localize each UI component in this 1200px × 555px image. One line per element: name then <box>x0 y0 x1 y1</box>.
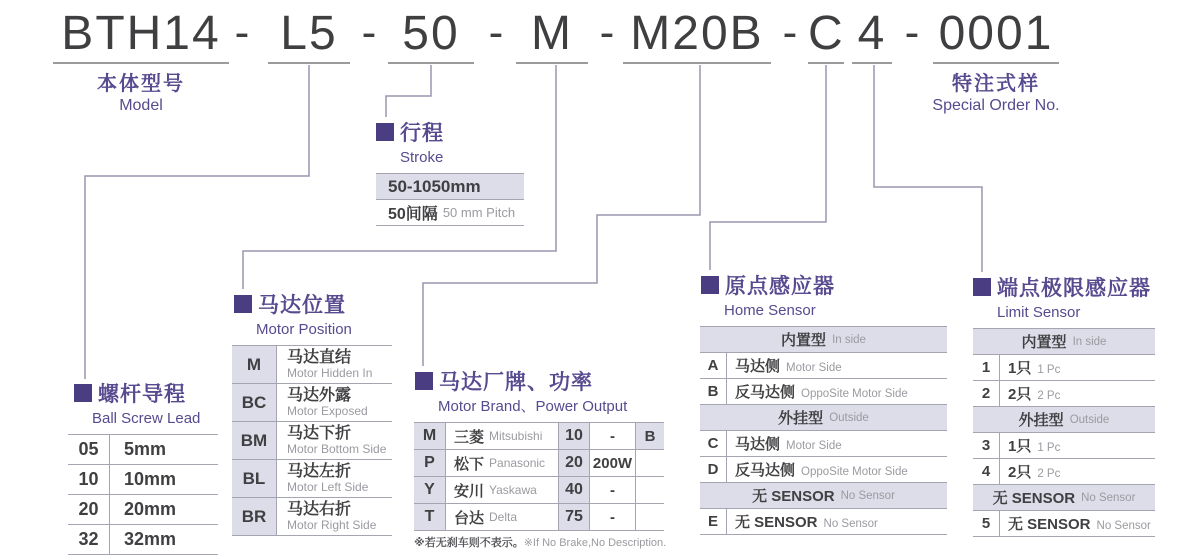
motor-brand-name-en: Mitsubishi <box>489 429 543 443</box>
motor-brand-name-cn: 三菱 <box>454 428 485 446</box>
connector-c-to-home-sensor <box>710 65 826 270</box>
limit-sensor-table <box>973 328 1155 537</box>
limit-sensor-desc <box>1000 357 1060 378</box>
home-sensor-desc-cn: 无 SENSOR <box>735 514 818 531</box>
brake-note-en: ※If No Brake,No Description. <box>523 537 667 549</box>
limit-sensor-desc <box>1000 461 1060 482</box>
motor-position-desc-cn: 马达右折 <box>287 501 352 518</box>
motor-brand-name-en: Panasonic <box>489 456 546 470</box>
limit-sensor-code: 4 <box>973 459 1000 484</box>
section-bullet-icon <box>234 295 252 313</box>
limit-sensor-title-cn: 端点极限感应器 <box>997 277 1151 300</box>
group-header-cn: 内置型 <box>1021 334 1067 351</box>
group-header-en: In side <box>832 333 866 346</box>
motor-position-row <box>232 422 392 460</box>
motor-position-title-cn: 马达位置 <box>258 294 346 317</box>
motor-position-table <box>232 345 392 536</box>
brake-note-cn: ※若无刹车则不表示。 <box>414 537 524 549</box>
home-sensor-desc-en: OppoSite Motor Side <box>801 466 908 478</box>
motor-position-desc-en: Motor Bottom Side <box>287 442 387 456</box>
model-label <box>53 72 229 116</box>
motor-position-row <box>232 384 392 422</box>
model-separator: - <box>782 8 798 57</box>
motor-brand-name <box>446 504 559 530</box>
home-sensor-row <box>700 353 947 379</box>
model-segment-limit-sensor: 4 <box>852 6 892 64</box>
limit-sensor-desc-en: 1 Pc <box>1037 364 1061 376</box>
power-code: 20 <box>559 450 590 476</box>
motor-brand-code: M <box>414 423 446 449</box>
lead-value: 32mm <box>124 529 177 549</box>
motor-brand-name <box>446 450 559 476</box>
motor-position-desc <box>277 463 368 494</box>
power-value: 200W <box>590 450 636 476</box>
brake-code: B <box>636 423 664 449</box>
lead-value: 20mm <box>124 499 177 519</box>
group-header-en: Outside <box>829 411 869 424</box>
limit-sensor-code: 5 <box>973 511 1000 536</box>
power-code: 75 <box>559 504 590 530</box>
limit-sensor-group-header <box>973 485 1155 511</box>
motor-position-desc <box>277 501 376 532</box>
model-segment-special-order: 0001 <box>933 6 1059 64</box>
limit-sensor-row <box>973 459 1155 485</box>
lead-code: 32 <box>68 525 110 554</box>
power-value: - <box>590 504 636 530</box>
section-bullet-icon <box>376 123 394 141</box>
group-header-en: In side <box>1072 335 1107 348</box>
special-order-label <box>903 72 1089 116</box>
lead-code: 20 <box>68 495 110 524</box>
home-sensor-code: A <box>700 353 727 378</box>
motor-brand-row <box>414 423 664 450</box>
section-stroke <box>376 117 524 226</box>
limit-sensor-desc-cn: 2只 <box>1008 464 1032 481</box>
home-sensor-desc-cn: 马达侧 <box>735 358 781 375</box>
motor-brand-title-en: Motor Brand、Power Output <box>438 398 628 415</box>
model-label-en: Model <box>119 97 163 114</box>
motor-position-row <box>232 498 392 536</box>
power-code: 10 <box>559 423 590 449</box>
motor-position-desc-en: Motor Exposed <box>287 404 368 418</box>
limit-sensor-desc <box>1000 435 1060 456</box>
motor-position-row <box>232 346 392 384</box>
limit-sensor-row <box>973 381 1155 407</box>
motor-brand-name <box>446 477 559 503</box>
brake-code <box>636 450 664 476</box>
section-bullet-icon <box>701 276 719 294</box>
section-bullet-icon <box>973 278 991 296</box>
home-sensor-desc <box>727 355 842 376</box>
model-segment-motor-position: M <box>516 6 588 64</box>
motor-position-desc-cn: 马达外露 <box>287 387 352 404</box>
limit-sensor-desc <box>1000 513 1151 534</box>
motor-position-row <box>232 460 392 498</box>
motor-brand-row <box>414 504 664 531</box>
home-sensor-row <box>700 379 947 405</box>
ball-screw-lead-title-cn: 螺杆导程 <box>98 383 186 406</box>
model-segment-motor-brand: M20B <box>623 6 771 64</box>
motor-position-desc-en: Motor Right Side <box>287 518 377 532</box>
motor-brand-title-cn: 马达厂牌、功率 <box>439 371 593 394</box>
lead-value: 5mm <box>124 439 167 459</box>
section-bullet-icon <box>415 372 433 390</box>
limit-sensor-desc-cn: 1只 <box>1008 438 1032 455</box>
special-order-label-cn: 特注式样 <box>952 73 1040 95</box>
ball-screw-lead-row <box>68 465 218 495</box>
group-header-cn: 外挂型 <box>1018 412 1064 429</box>
model-separator: - <box>488 8 504 57</box>
home-sensor-table <box>700 326 947 535</box>
brake-note <box>414 534 667 550</box>
motor-brand-name-cn: 安川 <box>454 482 485 500</box>
ball-screw-lead-row <box>68 495 218 525</box>
home-sensor-code: D <box>700 457 727 482</box>
connector-50-to-stroke <box>386 65 431 117</box>
limit-sensor-group-header <box>973 329 1155 355</box>
model-segment-home-sensor: C <box>808 6 844 64</box>
model-separator: - <box>599 8 615 57</box>
motor-position-title-en: Motor Position <box>256 321 352 338</box>
home-sensor-desc-en: OppoSite Motor Side <box>801 388 908 400</box>
limit-sensor-desc-en: 2 Pc <box>1037 390 1061 402</box>
motor-position-desc-cn: 马达左折 <box>287 463 352 480</box>
stroke-title-cn: 行程 <box>400 122 444 145</box>
brake-code <box>636 504 664 530</box>
motor-position-code: BM <box>232 422 277 459</box>
motor-brand-row <box>414 477 664 504</box>
motor-brand-table <box>414 422 664 531</box>
home-sensor-desc-en: Motor Side <box>786 440 842 452</box>
motor-brand-name-en: Yaskawa <box>489 483 537 497</box>
limit-sensor-desc-en: 1 Pc <box>1037 442 1061 454</box>
home-sensor-title-cn: 原点感应器 <box>725 275 835 298</box>
model-label-cn: 本体型号 <box>97 73 185 95</box>
group-header-cn: 外挂型 <box>778 410 824 427</box>
motor-brand-row <box>414 450 664 477</box>
limit-sensor-code: 1 <box>973 355 1000 380</box>
group-header-en: Outside <box>1069 413 1110 426</box>
home-sensor-desc-en: Motor Side <box>786 362 842 374</box>
model-segment-stroke: 50 <box>388 6 474 64</box>
home-sensor-desc <box>727 433 842 454</box>
section-home-sensor <box>700 270 947 535</box>
motor-position-desc <box>277 387 368 418</box>
home-sensor-title-en: Home Sensor <box>724 302 816 319</box>
model-separator: - <box>904 8 920 57</box>
home-sensor-desc <box>727 511 878 532</box>
motor-position-desc-en: Motor Hidden In <box>287 366 373 380</box>
ball-screw-lead-table <box>68 434 218 555</box>
limit-sensor-row <box>973 433 1155 459</box>
group-header-en: No Sensor <box>1081 491 1136 504</box>
motor-position-desc-en: Motor Left Side <box>287 480 369 494</box>
motor-position-desc-cn: 马达下折 <box>287 425 352 442</box>
group-header-en: No Sensor <box>840 489 895 502</box>
motor-position-code: M <box>232 346 277 383</box>
home-sensor-desc <box>727 459 908 480</box>
special-order-label-en: Special Order No. <box>932 97 1060 114</box>
power-value: - <box>590 423 636 449</box>
stroke-table <box>376 173 524 226</box>
model-separator: - <box>234 8 250 57</box>
home-sensor-desc-cn: 马达侧 <box>735 436 781 453</box>
home-sensor-row <box>700 457 947 483</box>
brake-code <box>636 477 664 503</box>
motor-brand-name-cn: 松下 <box>454 455 485 473</box>
ball-screw-lead-row <box>68 435 218 465</box>
motor-brand-name <box>446 423 559 449</box>
home-sensor-desc-cn: 反马达侧 <box>735 462 796 479</box>
lead-value: 10mm <box>124 469 177 489</box>
home-sensor-group-header <box>700 327 947 353</box>
section-motor-brand-power <box>414 366 667 550</box>
stroke-pitch-row <box>376 200 524 226</box>
motor-position-desc-cn: 马达直结 <box>287 349 352 366</box>
stroke-pitch-en: 50 mm Pitch <box>442 205 516 220</box>
home-sensor-row <box>700 431 947 457</box>
home-sensor-row <box>700 509 947 535</box>
group-header-cn: 内置型 <box>781 332 827 349</box>
motor-brand-name-cn: 台达 <box>454 509 485 527</box>
limit-sensor-code: 3 <box>973 433 1000 458</box>
motor-position-desc <box>277 425 386 456</box>
limit-sensor-desc-en: 2 Pc <box>1037 468 1061 480</box>
limit-sensor-code: 2 <box>973 381 1000 406</box>
limit-sensor-desc-cn: 1只 <box>1008 360 1032 377</box>
model-separator: - <box>361 8 377 57</box>
limit-sensor-desc-cn: 无 SENSOR <box>1008 516 1091 533</box>
section-motor-position <box>232 289 392 536</box>
stroke-pitch-cn: 50间隔 <box>388 206 438 223</box>
stroke-title-en: Stroke <box>400 149 444 166</box>
stroke-range-value: 50-1050mm <box>388 176 481 196</box>
section-ball-screw-lead <box>68 378 218 555</box>
motor-position-code: BL <box>232 460 277 497</box>
limit-sensor-desc-en: No Sensor <box>1096 520 1151 532</box>
motor-brand-code: Y <box>414 477 446 503</box>
limit-sensor-group-header <box>973 407 1155 433</box>
home-sensor-desc-cn: 反马达侧 <box>735 384 796 401</box>
motor-brand-code: T <box>414 504 446 530</box>
motor-position-code: BR <box>232 498 277 535</box>
power-code: 40 <box>559 477 590 503</box>
home-sensor-code: B <box>700 379 727 404</box>
power-value: - <box>590 477 636 503</box>
lead-code: 10 <box>68 465 110 494</box>
limit-sensor-title-en: Limit Sensor <box>997 304 1081 321</box>
motor-brand-code: P <box>414 450 446 476</box>
limit-sensor-desc-cn: 2只 <box>1008 386 1032 403</box>
ball-screw-lead-title-en: Ball Screw Lead <box>92 410 201 427</box>
home-sensor-code: C <box>700 431 727 456</box>
group-header-cn: 无 SENSOR <box>992 490 1076 507</box>
home-sensor-code: E <box>700 509 727 534</box>
motor-position-desc <box>277 349 372 380</box>
home-sensor-desc <box>727 381 908 402</box>
limit-sensor-row <box>973 511 1155 537</box>
stroke-range-row <box>376 174 524 200</box>
motor-brand-name-en: Delta <box>489 510 518 524</box>
group-header-cn: 无 SENSOR <box>752 488 835 505</box>
limit-sensor-desc <box>1000 383 1060 404</box>
model-segment-body: BTH14 <box>53 6 229 64</box>
motor-position-code: BC <box>232 384 277 421</box>
section-bullet-icon <box>74 384 92 402</box>
home-sensor-group-header <box>700 483 947 509</box>
home-sensor-group-header <box>700 405 947 431</box>
lead-code: 05 <box>68 435 110 464</box>
model-segment-lead: L5 <box>268 6 350 64</box>
limit-sensor-row <box>973 355 1155 381</box>
section-limit-sensor <box>973 272 1155 537</box>
home-sensor-desc-en: No Sensor <box>823 518 878 530</box>
